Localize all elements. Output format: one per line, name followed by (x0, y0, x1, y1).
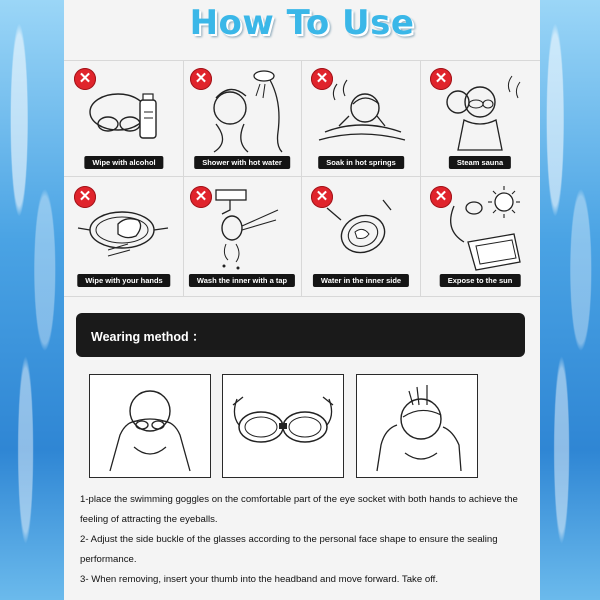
prohibit-icon: ✕ (190, 68, 212, 90)
dont-item (186, 62, 298, 178)
wearing-method-banner (76, 313, 525, 357)
grid-divider (301, 60, 302, 296)
dont-item (68, 180, 180, 296)
dont-caption: Water in the inner side (313, 274, 409, 287)
prohibit-icon: ✕ (311, 186, 333, 208)
dont-item (424, 180, 536, 296)
prohibit-icon: ✕ (430, 68, 452, 90)
dont-caption: Wash the inner with a tap (189, 274, 295, 287)
water-background-right (536, 0, 600, 600)
grid-divider (183, 60, 184, 296)
page-title: How To Use (189, 3, 415, 43)
prohibit-icon: ✕ (74, 68, 96, 90)
grid-divider (420, 60, 421, 296)
goggles-front-icon (223, 375, 343, 477)
grid-divider (64, 296, 540, 297)
dont-caption: Wipe with alcohol (84, 156, 163, 169)
wearing-illustration-3 (356, 374, 478, 478)
dont-caption: Soak in hot springs (318, 156, 404, 169)
prohibit-icon: ✕ (311, 68, 333, 90)
dont-caption: Shower with hot water (194, 156, 290, 169)
dont-caption: Steam sauna (449, 156, 511, 169)
dont-item (68, 62, 180, 178)
dont-item (186, 180, 298, 296)
instruction-sheet (64, 0, 540, 600)
wearing-method-heading: Wearing method ： (91, 330, 205, 344)
prohibit-icon: ✕ (74, 186, 96, 208)
instruction-step-3: 3- When removing, insert your thumb into the headband and move forward. Take off. (80, 574, 439, 585)
dont-item (424, 62, 536, 178)
instruction-step-2: 2- Adjust the side buckle of the glasses according to the personal face shape to ensure the sealing performance. (80, 534, 498, 565)
water-background-left (0, 0, 64, 600)
instruction-step-1: 1-place the swimming goggles on the comfortable part of the eye socket with both hands to achieve the feeling of attracting the eyeballs. (80, 494, 518, 525)
wearing-illustration-1 (89, 374, 211, 478)
dont-item (305, 180, 417, 296)
grid-divider (64, 60, 540, 61)
dont-item (305, 62, 417, 178)
wearing-illustration-2 (222, 374, 344, 478)
put-on-goggles-icon (90, 375, 210, 477)
prohibit-icon: ✕ (190, 186, 212, 208)
remove-goggles-icon (357, 375, 477, 477)
dont-caption: Expose to the sun (440, 274, 521, 287)
prohibit-icon: ✕ (430, 186, 452, 208)
dont-caption: Wipe with your hands (77, 274, 170, 287)
